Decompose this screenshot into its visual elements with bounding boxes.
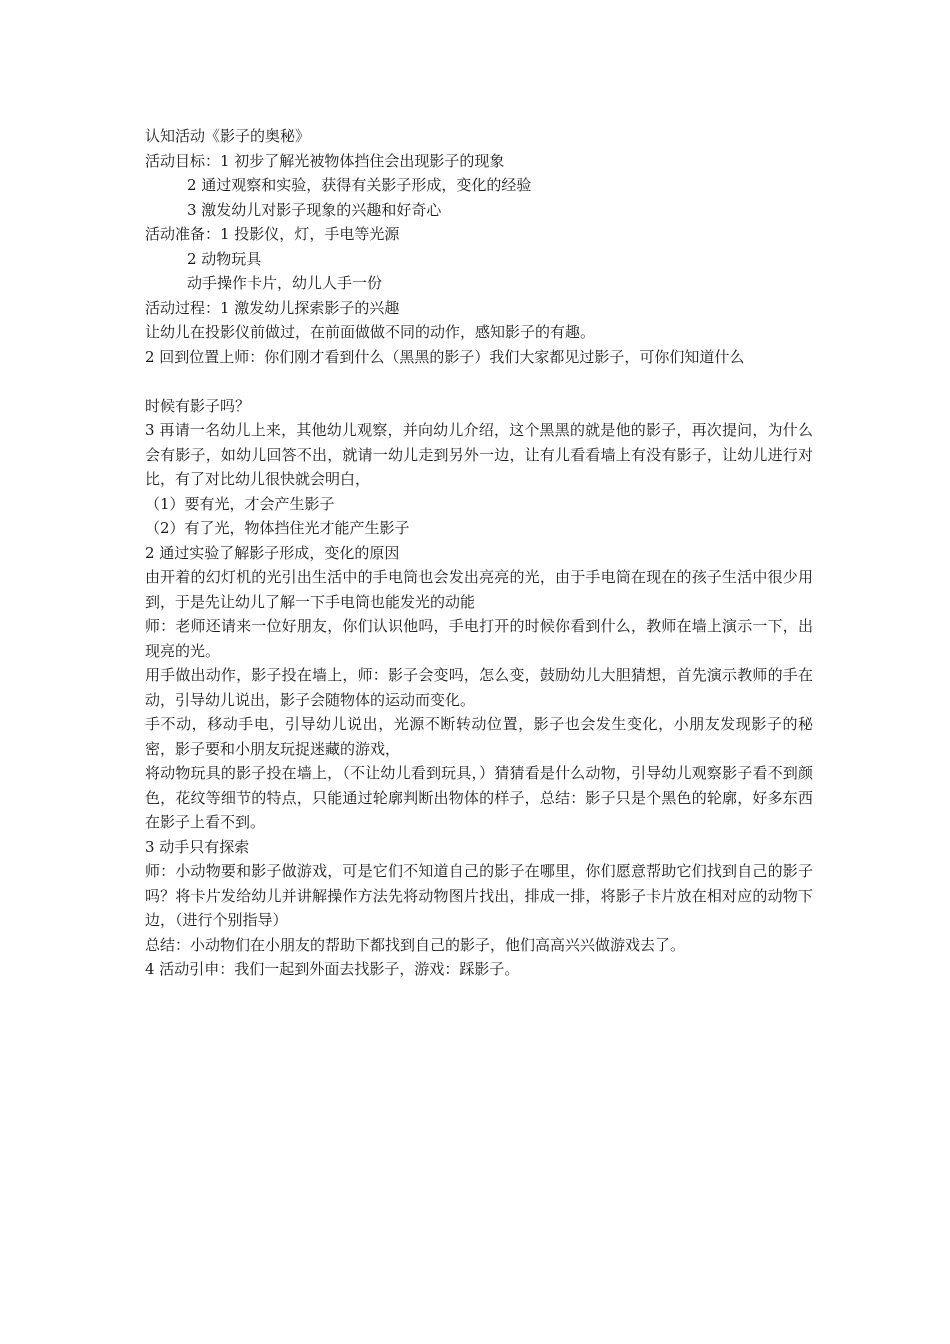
prep-line-3: 动手操作卡片，幼儿人手一份 xyxy=(187,274,383,292)
point-2: （2）有了光，物体挡住光才能产生影子 xyxy=(145,519,410,537)
summary-line: 总结：小动物们在小朋友的帮助下都找到自己的影子，他们高高兴兴做游戏去了。 xyxy=(145,935,686,954)
paragraph-9: 用手做出动作，影子投在墙上，师：影子会变吗，怎么变，鼓励幼儿大胆猜想，首先演示教师的手在动，引导幼儿说出，影子会随物体的运动而变化。 xyxy=(145,666,813,709)
process-heading-2: 2 通过实验了解影子形成，变化的原因 xyxy=(145,543,400,562)
paragraph-7: 由开着的幻灯机的光引出生活中的手电筒也会发出亮亮的光，由于手电筒在现在的孩子生活中很少用到，于是先让幼儿了解一下手电筒也能发光的动能 xyxy=(145,568,813,611)
paragraph-13: 师：小动物要和影子做游戏，可是它们不知道自己的影子在哪里，你们愿意帮助它们找到自己的影子吗？将卡片发给幼儿并讲解操作方法先将动物图片找出，排成一排，将影子卡片放在相对应的动物下边，（进行个别指导） xyxy=(145,862,813,929)
point-1: （1）要有光，才会产生影子 xyxy=(145,494,335,513)
paragraph-10: 手不动，移动手电，引导幼儿说出，光源不断转动位置，影子也会发生变化，小朋友发现影子的秘密，影子要和小朋友玩捉迷藏的游戏， xyxy=(145,715,813,758)
blank-line xyxy=(145,369,813,394)
paragraph-3: 3 再请一名幼儿上来，其他幼儿观察，并向幼儿介绍，这个黑黑的就是他的影子，再次提问，为什么会有影子，如幼儿回答不出，就请一幼儿走到另外一边，让有儿看看墙上有没有影子，让幼儿进行对比，有了对比幼儿很快就会明白， xyxy=(145,421,813,488)
process-heading-1: 活动过程：1 激发幼儿探索影子的兴趣 xyxy=(145,298,400,317)
goal-line-3: 3 激发幼儿对影子现象的兴趣和好奇心 xyxy=(187,200,442,219)
extension-line: 4 活动引申：我们一起到外面去找影子，游戏：踩影子。 xyxy=(145,960,520,978)
paragraph-1: 让幼儿在投影仪前做过，在前面做做不同的动作，感知影子的有趣。 xyxy=(145,323,596,341)
goal-line-1: 活动目标：1 初步了解光被物体挡住会出现影子的现象 xyxy=(145,151,505,170)
prep-line-1: 活动准备：1 投影仪，灯，手电等光源 xyxy=(145,225,400,243)
document-body xyxy=(145,124,813,982)
paragraph-2b: 时候有影子吗？ xyxy=(145,396,251,415)
process-heading-3: 3 动手只有探索 xyxy=(145,837,250,856)
goal-line-2: 2 通过观察和实验，获得有关影子形成，变化的经验 xyxy=(187,176,532,194)
paragraph-8: 师：老师还请来一位好朋友，你们认识他吗，手电打开的时候你看到什么，教师在墙上演示一下，出现亮的光。 xyxy=(145,617,813,660)
paragraph-2a: 2 回到位置上师：你们刚才看到什么（黑黑的影子）我们大家都见过影子，可你们知道什么 xyxy=(145,347,745,366)
prep-line-2: 2 动物玩具 xyxy=(187,249,262,268)
paragraph-11: 将动物玩具的影子投在墙上，（不让幼儿看到玩具，）猜猜看是什么动物，引导幼儿观察影子看不到颜色，花纹等细节的特点，只能通过轮廓判断出物体的样子，总结：影子只是个黑色的轮廓，好多东西在影子上看不到。 xyxy=(145,764,813,831)
document-title: 认知活动《影子的奥秘》 xyxy=(145,127,311,145)
